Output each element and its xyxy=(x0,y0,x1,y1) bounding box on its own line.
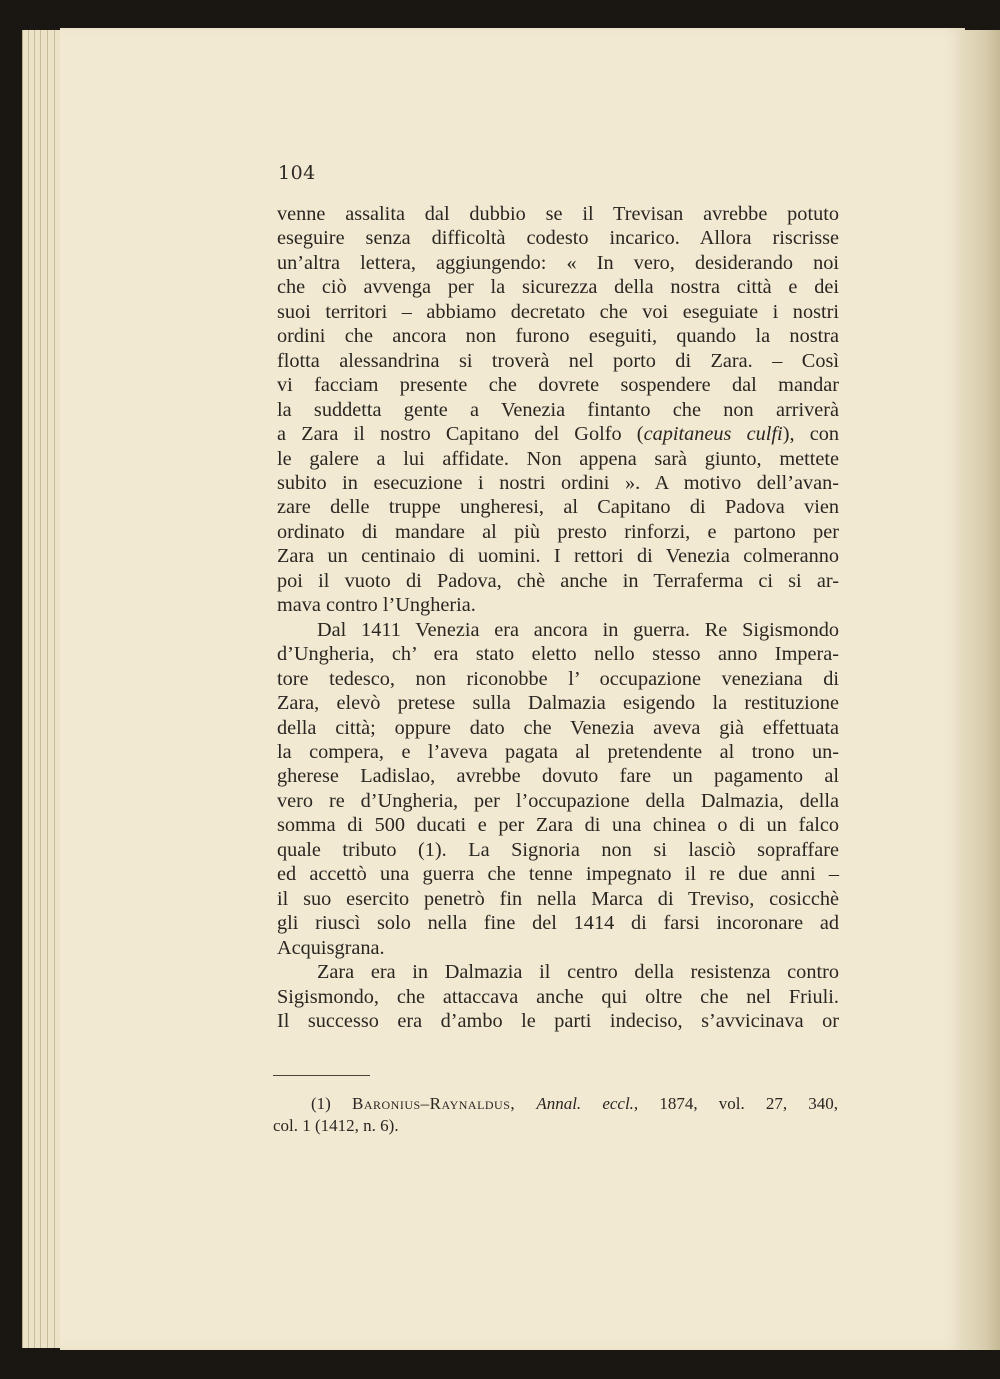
facing-page-edge xyxy=(960,30,1000,1350)
text-line: Zara, elevò pretese sulla Dalmazia esigendo la restituzione xyxy=(277,692,839,715)
text-line: le galere a lui affidate. Non appena sarà giunto, mettete xyxy=(277,447,839,470)
text-line: a Zara il nostro Capitano del Golfo (capitaneus culfi), con xyxy=(277,423,839,446)
text-line: gherese Ladislao, avrebbe dovuto fare un pagamento al xyxy=(277,765,839,788)
footnote-reference: 1874, vol. 27, 340, xyxy=(659,1094,839,1113)
text-line: quale tributo (1). La Signoria non si lasciò sopraffare xyxy=(277,838,839,861)
text-line: venne assalita dal dubbio se il Trevisan avrebbe potuto xyxy=(277,203,839,225)
page-number: 104 xyxy=(278,162,316,184)
text-line: un’altra lettera, aggiungendo: « In vero, desiderando noi xyxy=(277,251,839,274)
text-line: vero re d’Ungheria, per l’occupazione della Dalmazia, della xyxy=(277,789,839,812)
footnote-work: Annal. eccl., xyxy=(536,1094,639,1113)
page-edge xyxy=(47,30,48,1348)
footnote xyxy=(273,1093,838,1137)
text-line: tore tedesco, non riconobbe l’ occupazione veneziana di xyxy=(277,667,839,690)
page-edge xyxy=(34,30,35,1348)
text-line: il suo esercito penetrò fin nella Marca di Treviso, cosicchè xyxy=(277,887,839,910)
text-line: la suddetta gente a Venezia fintanto che non arriverà xyxy=(277,398,839,421)
body-text xyxy=(277,202,839,1033)
text-line: Sigismondo, che attaccava anche qui oltre che nel Friuli. xyxy=(277,985,839,1008)
text-line: gli riuscì solo nella fine del 1414 di farsi incoronare ad xyxy=(277,912,839,935)
text-line: Dal 1411 Venezia era ancora in guerra. Re Sigismondo xyxy=(317,618,839,641)
text-line: Zara era in Dalmazia il centro della resistenza contro xyxy=(317,961,839,984)
text-line: Zara un centinaio di uomini. I rettori di Venezia colmeranno xyxy=(277,545,839,568)
footnote-line xyxy=(273,1093,838,1115)
footnote-line: col. 1 (1412, n. 6). xyxy=(273,1116,399,1135)
page-edge xyxy=(54,30,55,1348)
text-line: flotta alessandrina si troverà nel porto di Zara. – Così xyxy=(277,349,839,372)
text-line: zare delle truppe ungheresi, al Capitano di Padova vien xyxy=(277,496,839,519)
footnote-marker: (1) xyxy=(311,1094,331,1113)
text-line: Acquisgrana. xyxy=(277,936,385,959)
text-line: somma di 500 ducati e per Zara di una chinea o di un falco xyxy=(277,814,839,837)
text-line: suoi territori – abbiamo decretato che voi eseguiate i nostri xyxy=(277,300,839,323)
text-line: poi il vuoto di Padova, chè anche in Terraferma ci si ar- xyxy=(277,569,839,592)
text-line: ordini che ancora non furono eseguiti, quando la nostra xyxy=(277,325,839,348)
text-line: mava contro l’Ungheria. xyxy=(277,594,476,617)
text-line: che ciò avvenga per la sicurezza della nostra città e dei xyxy=(277,276,839,299)
text-line: ed accettò una guerra che tenne impegnato il re due anni – xyxy=(277,863,839,886)
page-edge xyxy=(40,30,41,1348)
text-line: eseguire senza difficoltà codesto incarico. Allora riscrisse xyxy=(277,227,839,250)
text-line: ordinato di mandare al più presto rinforzi, e partono per xyxy=(277,520,839,543)
text-line: vi facciam presente che dovrete sospendere dal mandar xyxy=(277,374,839,397)
text-line: la compera, e l’aveva pagata al pretendente al trono un- xyxy=(277,740,839,763)
text-line: Il successo era d’ambo le parti indeciso, s’avvicinava or xyxy=(277,1009,839,1032)
footnote-rule xyxy=(273,1075,370,1076)
text-line: subito in esecuzione i nostri ordini ». A motivo dell’avan- xyxy=(277,471,839,494)
text-line: della città; oppure dato che Venezia aveva già effettuata xyxy=(277,716,839,739)
footnote-author: Baronius–Raynaldus, xyxy=(351,1094,516,1113)
page-edge xyxy=(28,30,29,1348)
text-line: d’Ungheria, ch’ era stato eletto nello stesso anno Impera- xyxy=(277,643,839,666)
